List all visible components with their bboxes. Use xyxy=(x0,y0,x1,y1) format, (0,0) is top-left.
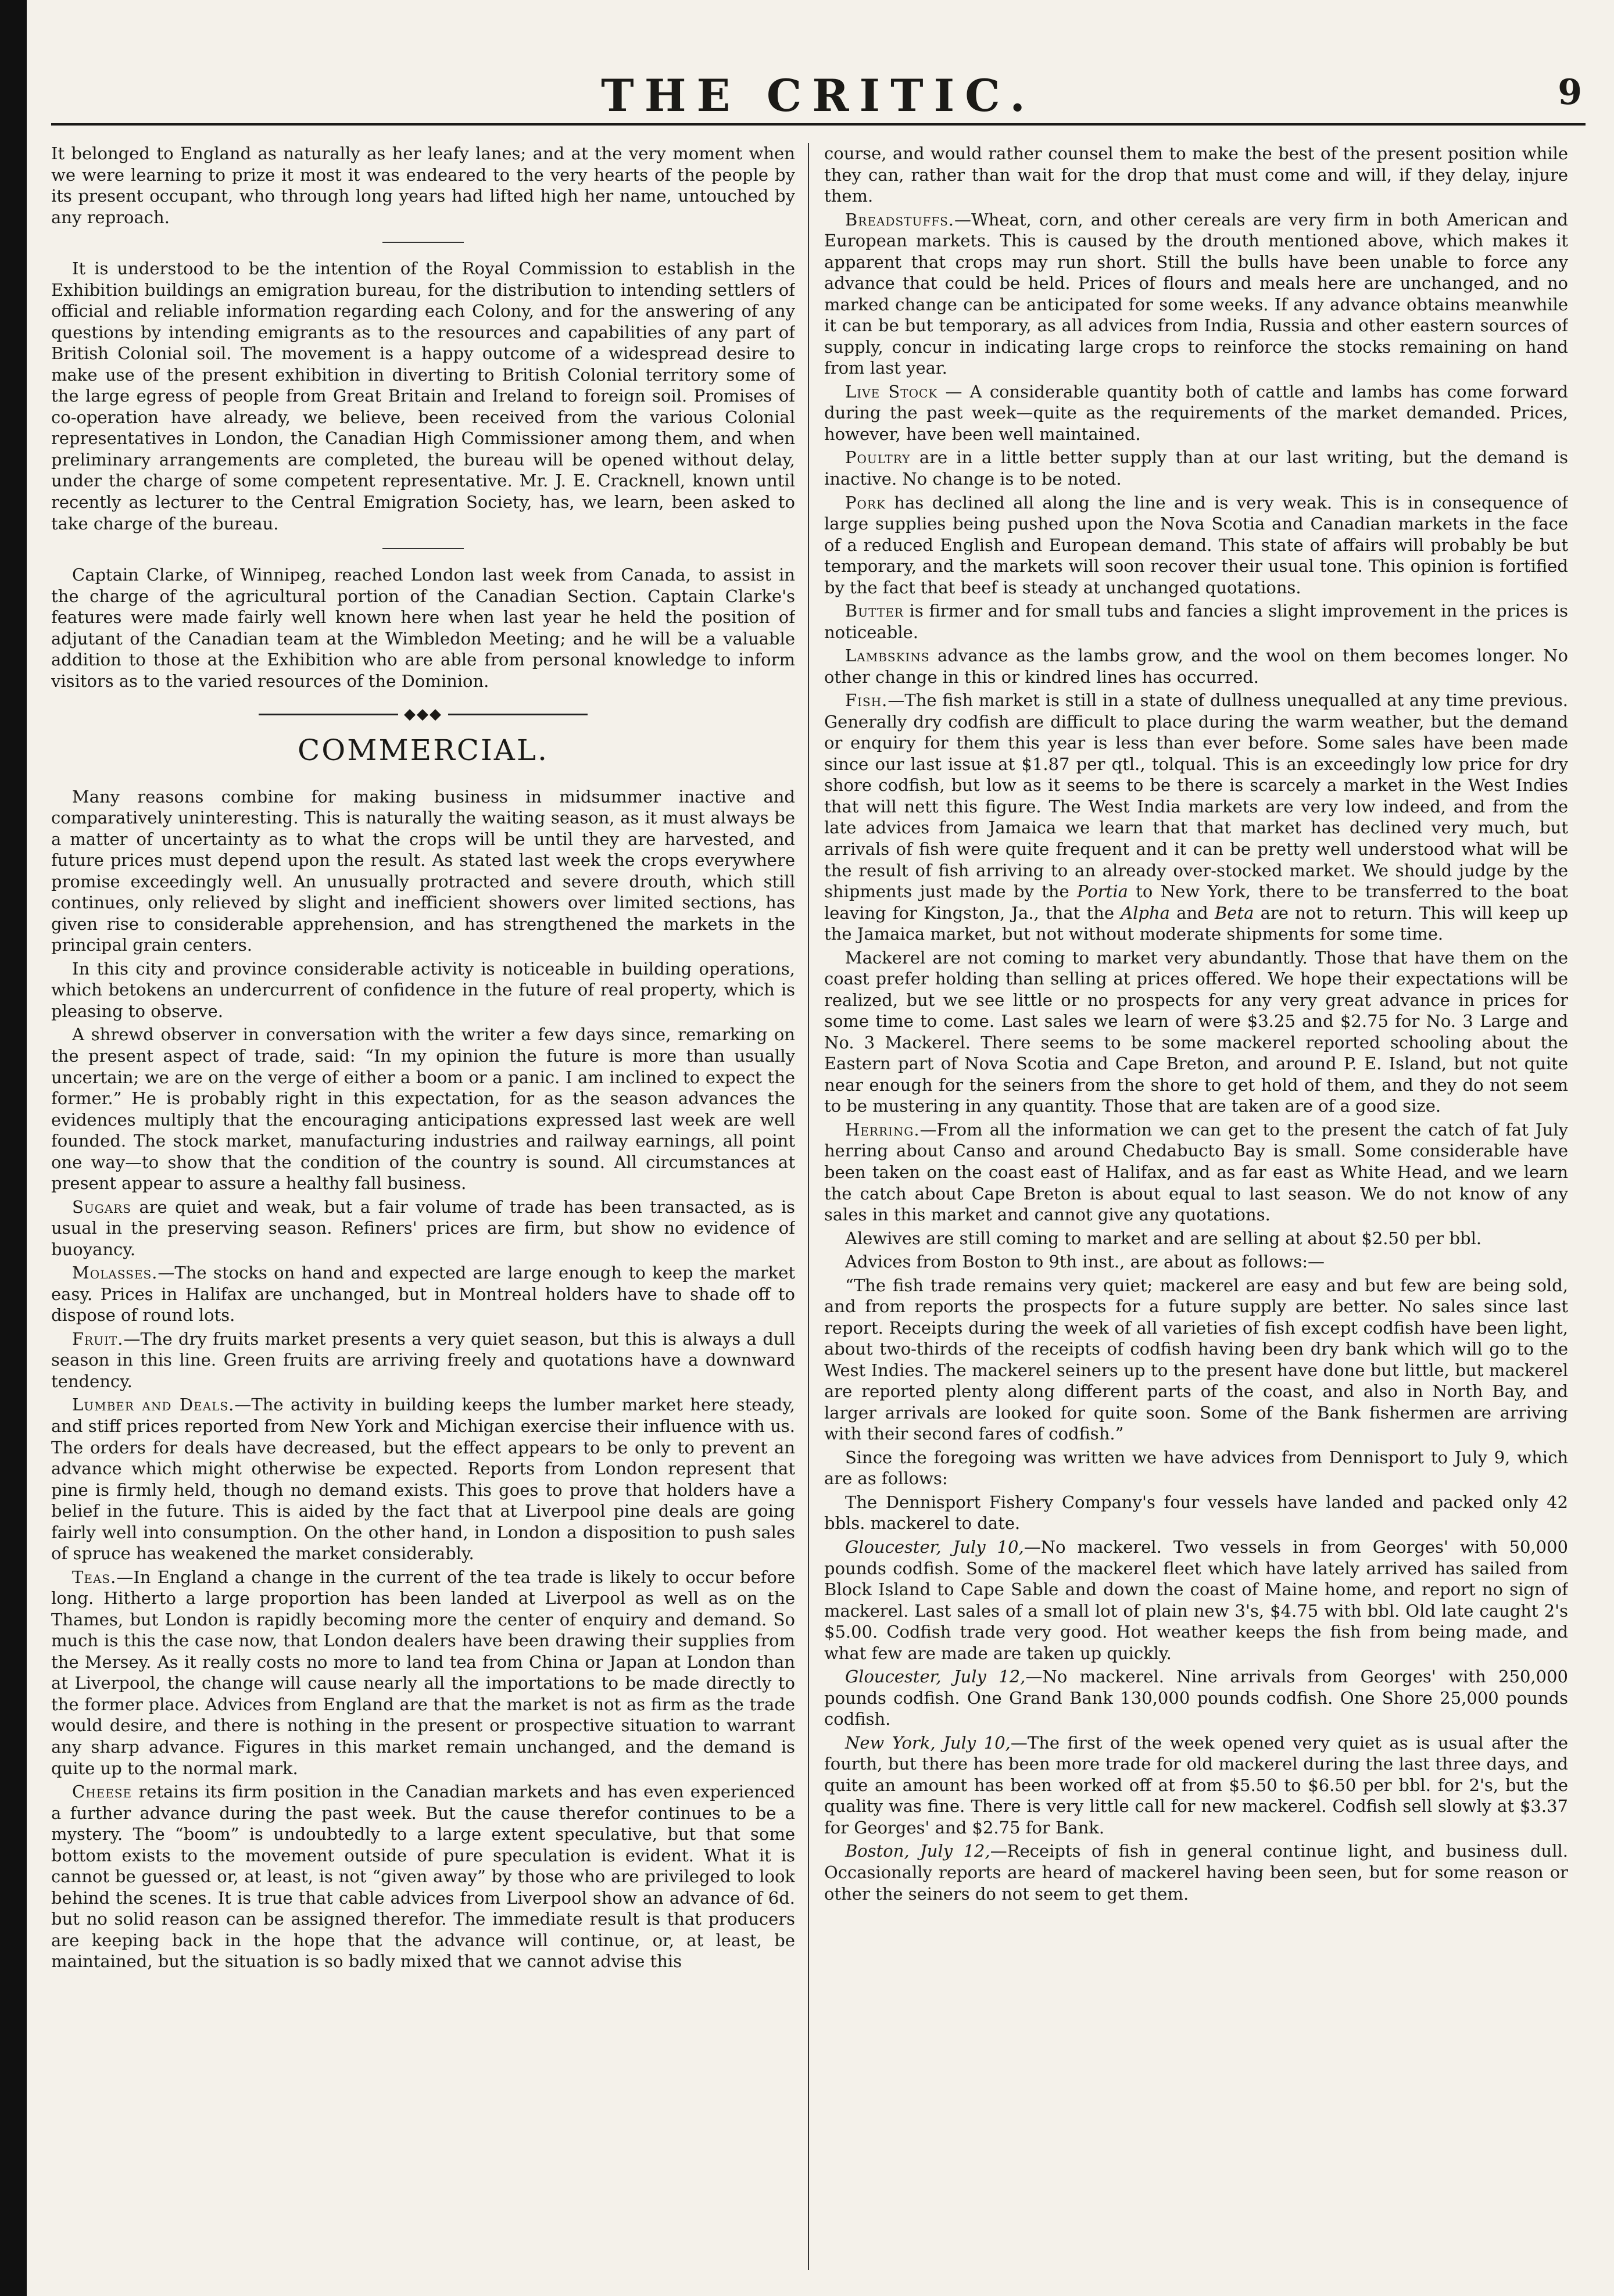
market-text: —The dry fruits market presents a very quiet season, but this is always a dull season in this line. Green fruits are arriving freely and quotations have a downward tendency. xyxy=(51,1328,795,1391)
market-text: to New York, there to be transferred to the boat leaving for Kingston, Ja., that the xyxy=(824,882,1568,923)
ship-name: Alpha xyxy=(1121,902,1170,923)
market-item-teas xyxy=(51,1567,795,1779)
market-label: Butter xyxy=(845,601,904,621)
market-paragraph: Alewives are still coming to market and are selling at about $2.50 per bbl. xyxy=(845,1228,1482,1248)
dispatch-text: —No mackerel. Nine arrivals from Georges' with 250,000 pounds codfish. One Grand Bank 130,000 pounds codfish. One Shore 25,000 pounds codfish. xyxy=(824,1667,1568,1729)
dispatch-text: —The first of the week opened very quiet as is usual after the fourth, but there has been more trade for old mackerel during the last three days, and quite an amount has been worked off at from $5.50 to $6.50 per bbl. for 2's, but the quality was fine. There is very little call for new mackerel. Codfish sell slowly at $3.37 for Georges' and $2.75 for Bank. xyxy=(824,1732,1568,1837)
market-item-pork xyxy=(824,492,1568,599)
masthead xyxy=(51,65,1586,126)
market-label: Herring. xyxy=(845,1119,920,1140)
commercial-paragraph: In this city and province considerable activity is noticeable in building operations, which betokens an undercurrent of confidence in the future of real property, which is pleasing to observe. xyxy=(51,958,795,1021)
market-text: — A considerable quantity both of cattle and lambs has come forward during the past week—quite as the requirements of the market demanded. Prices, however, have been well maintained. xyxy=(824,381,1568,444)
market-item-butter xyxy=(824,600,1568,643)
market-item-live-stock xyxy=(824,381,1568,445)
market-paragraph: Since the foregoing was written we have advices from Dennisport to July 9, which are as follows: xyxy=(824,1447,1568,1489)
commercial-paragraph: A shrewd observer in conversation with the writer a few days since, remarking on the present aspect of trade, said: “In my opinion the future is more than usually uncertain; we are on the verge of either a boom or a panic. I am inclined to expect the former.” He is probably right in this expectation, for as the season advances the evidences multiply that the encouraging anticipations expressed last week are well founded. The stock market, manufacturing industries and railway earnings, all point one way—to show that the condition of the country is sound. All circumstances at present appear to assure a healthy fall business. xyxy=(51,1025,795,1194)
market-item-lumber xyxy=(51,1394,795,1564)
column-rule xyxy=(808,143,809,2270)
ornamental-divider: ◆◆◆ xyxy=(51,704,795,723)
publication-title: THE CRITIC. xyxy=(601,70,1036,121)
separator-rule xyxy=(382,548,464,549)
market-item-fish xyxy=(824,690,1568,944)
dispatch-dateline: Gloucester, July 12, xyxy=(845,1667,1026,1687)
market-text: —The fish market is still in a state of dullness unequalled at any time previous. Generally dry codfish are difficult to place during the warm weather, but the demand or enquiry for them this year is less than ever before. Some sales have been made since our last issue at $1.87 per qtl., tolqual. This is an exceedingly low price for dry shore codfish, but low as it seems to be there is scarcely a market in the West Indies that will nett this figure. The West India markets are very low indeed, and from the late advices from Jamaica we learn that that market has declined very much, but arrivals of fish were quite frequent and it can be pretty well understood what will be the result of fish arriving to an already over-stocked market. We should judge by the shipments just made by the xyxy=(824,690,1568,902)
market-item-lambskins xyxy=(824,645,1568,687)
continued-paragraph: course, and would rather counsel them to make the best of the present position while they can, rather than wait for the drop that must come and will, if they delay, injure them. xyxy=(824,144,1568,206)
ship-name: Beta xyxy=(1214,902,1254,923)
dispatch-gloucester-10 xyxy=(824,1536,1568,1664)
market-label: Live Stock xyxy=(845,381,938,402)
market-text: —The stocks on hand and expected are large enough to keep the market easy. Prices in Halifax are unchanged, but in Montreal holders have to shade off to dispose of round lots. xyxy=(51,1263,795,1326)
market-text: has declined all along the line and is very weak. This is in consequence of large supplies being pushed upon the Nova Scotia and Canadian markets in the face of a reduced English and European demand. This state of affairs will probably be but temporary, and the markets will soon recover their usual tone. This opinion is fortified by the fact that beef is steady at unchanged quotations. xyxy=(824,492,1568,597)
quoted-report: “The fish trade remains very quiet; mackerel are easy and but few are being sold, and from reports the prospects for a future supply are better. No sales since last report. Receipts during the week of all varieties of fish except codfish have been light, about two-thirds of the receipts of codfish having been dry bank which will go to the West Indies. The mackerel seiners up to the present have done but little, but mackerel are reported plenty along different parts of the coast, and also in North Bay, and larger arrivals are looked for quite soon. Some of the Bank fishermen are arriving with their second fares of codfish.” xyxy=(824,1275,1568,1444)
market-label: Lambskins xyxy=(845,646,930,666)
market-item-herring xyxy=(824,1119,1568,1226)
dispatch-new-york xyxy=(824,1732,1568,1839)
market-text: is firmer and for small tubs and fancies a slight improvement in the prices is noticeable. xyxy=(824,601,1568,642)
market-label: Sugars xyxy=(72,1197,131,1217)
separator-rule xyxy=(382,242,464,243)
article-paragraph: It is understood to be the intention of the Royal Commission to establish in the Exhibition buildings an emigration bureau, for the distribution to intending settlers of official and reliable information regarding each Colony, and for the answering of any questions by intending emigrants as to the resources and capabilities of any part of British Colonial soil. The movement is a happy outcome of a widespread desire to make use of the present exhibition in diverting to British Colonial territory some of the large egress of people from Great Britain and Ireland to foreign soil. Promises of co-operation have already, we believe, been received from the various Colonial representatives in London, the Canadian High Commissioner among them, and when preliminary arrangements are completed, the bureau will be opened without delay, under the charge of some competent representative. Mr. J. E. Cracknell, known until recently as lecturer to the Central Emigration Society, has, we learn, been asked to take charge of the bureau. xyxy=(51,259,795,533)
market-text: retains its firm position in the Canadian markets and has even experienced a further advance during the past week. But the cause therefor continues to be a mystery. The “boom” is undoubtedly to a large extent speculative, but that some bottom exists to the movement outside of pure speculation is evident. What it is cannot be guessed or, at least, is not “given away” by those who are privileged to look behind the scenes. It is true that cable advices from Liverpool show an advance of 6d. but no solid reason can be assigned therefor. The immediate result is that producers are keeping back in the hope that the advance will continue, or, at least, be maintained, but the situation is so badly mixed that we cannot advise this xyxy=(51,1782,795,1972)
article-paragraph: It belonged to England as naturally as her leafy lanes; and at the very moment when we were learning to prize it most it was endeared to the very hearts of the people by its present occupant, who through long years had lifted high her name, untouched by any reproach. xyxy=(51,144,795,227)
market-label: Fish. xyxy=(845,690,888,711)
market-label: Lumber and Deals. xyxy=(72,1395,235,1415)
dispatch-text: —Receipts of fish in general continue light, and business dull. Occasionally reports are heard of mackerel having been seen, but for some reason or other the seiners do not seem to get them. xyxy=(824,1841,1568,1904)
market-text: —Wheat, corn, and other cereals are very firm in both American and European markets. This is caused by the drouth mentioned above, which makes it apparent that crops may run short. Still the bulls have been unable to force any advance that could be held. Prices of flours and meals here are unchanged, and no marked change can be anticipated for some weeks. If any advance obtains meanwhile it can be but temporary, as all advices from India, Russia and other eastern sources of supply, concur in indicating large crops to reinforce the stocks remaining on hand from last year. xyxy=(824,209,1568,378)
market-label: Cheese xyxy=(72,1782,133,1802)
ship-name: Portia xyxy=(1077,882,1128,902)
market-item-molasses xyxy=(51,1262,795,1326)
binding-edge xyxy=(0,0,27,2296)
columns xyxy=(51,143,1586,2270)
dispatch-boston xyxy=(824,1840,1568,1904)
dispatch-gloucester-12 xyxy=(824,1666,1568,1730)
market-text: are in a little better supply than at our last writing, but the demand is inactive. No change is to be noted. xyxy=(824,447,1568,489)
article-paragraph: Captain Clarke, of Winnipeg, reached London last week from Canada, to assist in the charge of the agricultural portion of the Canadian Section. Captain Clarke's features were made fairly well known here when last year he held the position of adjutant of the Canadian team at the Wimbledon Meeting; and he will be a valuable addition to those at the Exhibition who are able from personal knowledge to inform visitors as to the varied resources of the Dominion. xyxy=(51,565,795,691)
market-item-breadstuffs xyxy=(824,209,1568,379)
market-text: are not to return. This will keep up the Jamaica market, but not without moderate shipments for some time. xyxy=(824,902,1568,944)
market-label: Teas. xyxy=(72,1567,117,1587)
market-text: —The activity in building keeps the lumber market here steady, and stiff prices reported from New York and Michigan exercise their influence with us. The orders for deals have decreased, but the effect appears to be only to prevent an advance which might otherwise be expected. Reports from London represent that pine is firmly held, though no demand exists. This goes to prove that holders have a belief in the future. This is aided by the fact that at Liverpool pine deals are going fairly well into consumption. On the other hand, in London a disposition to push sales of spruce has weakened the market considerably. xyxy=(51,1395,795,1564)
market-paragraph: The Dennisport Fishery Company's four vessels have landed and packed only 42 bbls. mackerel to date. xyxy=(824,1492,1568,1534)
newspaper-page xyxy=(51,65,1586,2285)
dispatch-dateline: Boston, July 12, xyxy=(845,1841,990,1861)
section-heading: COMMERCIAL. xyxy=(298,733,549,767)
left-column xyxy=(51,143,795,2270)
page-number: 9 xyxy=(1558,72,1582,113)
market-item-fruit xyxy=(51,1328,795,1392)
market-text: —From all the information we can get to the present the catch of fat July herring about Canso and around Chedabucto Bay is small. Some considerable have been taken on the coast east of Halifax, and as far east as White Head, and we learn the catch about Cape Breton is about equal to last season. We do not know of any sales in this market and cannot give any quotations. xyxy=(824,1119,1568,1225)
market-text: and xyxy=(1169,902,1215,923)
market-item-cheese xyxy=(51,1781,795,1972)
market-text: are quiet and weak, but a fair volume of trade has been transacted, as is usual in the preserving season. Refiners' prices are firm, but show no evidence of buoyancy. xyxy=(51,1197,795,1259)
market-item-poultry xyxy=(824,447,1568,489)
market-text: advance as the lambs grow, and the wool on them becomes longer. No other change in this or kindred lines has occurred. xyxy=(824,646,1568,687)
market-text: —In England a change in the current of the tea trade is likely to occur before long. Hitherto a large proportion has been landed at Liverpool as well as on the Thames, but London is rapidly becoming more the center of enquiry and demand. So much is this the case now, that London dealers have been drawing their supplies from the Mersey. As it really costs no more to land tea from China or Japan at London than at Liverpool, the change will cause nearly all the importations to be made directly to the former place. Advices from England are that the market is not as firm as the trade would desire, and there is nothing in the present or prospective situation to warrant any sharp advance. Figures in this market remain unchanged, and the demand is quite up to the normal mark. xyxy=(51,1567,795,1778)
market-item-sugars xyxy=(51,1197,795,1260)
market-label: Pork xyxy=(845,492,886,513)
market-label: Molasses. xyxy=(72,1263,158,1283)
dispatch-dateline: Gloucester, July 10, xyxy=(845,1537,1024,1557)
commercial-paragraph: Many reasons combine for making business in midsummer inactive and comparatively uninteresting. This is naturally the waiting season, as it must always be a matter of uncertainty as to what the crops will be until they are harvested, and future prices must depend upon the result. As stated last week the crops everywhere promise exceedingly well. An unusually protracted and severe drouth, which still continues, only relieved by slight and inefficient showers over limited sections, has given rise to considerable apprehension, and has strengthened the markets in the principal grain centers. xyxy=(51,786,795,955)
right-column xyxy=(824,143,1568,2270)
market-paragraph: Advices from Boston to 9th inst., are about as follows:— xyxy=(845,1252,1325,1272)
market-label: Fruit. xyxy=(72,1328,124,1349)
dispatch-text: —No mackerel. Two vessels in from Georges' with 50,000 pounds codfish. Some of the mackerel fleet which have lately arrived has sailed from Block Island to Cape Sable and down the coast of Maine home, and report no sign of mackerel. Last sales of a small lot of plain new 3's, $4.75 with bbl. Old late caught 2's $5.00. Codfish trade very good. Hot weather keeps the fish from being made, and what few are made are taken up quickly. xyxy=(824,1537,1568,1663)
market-label: Poultry xyxy=(845,447,911,468)
market-paragraph: Mackerel are not coming to market very abundantly. Those that have them on the coast prefer holding than selling at prices offered. We hope their expectations will be realized, but we see little or no prospects for any very great advance in prices for some time to come. Last sales we learn of were $3.25 and $2.75 for No. 3 Large and No. 3 Mackerel. There seems to be some mackerel reported schooling about the Eastern part of Nova Scotia and Cape Breton, and around P. E. Island, but not quite near enough for the seiners from the shore to get hold of them, and they do not seem to be mustering in any quantity. Those that are taken are of a good size. xyxy=(824,947,1568,1116)
market-label: Breadstuffs. xyxy=(845,209,955,230)
dispatch-dateline: New York, July 10, xyxy=(845,1732,1011,1753)
